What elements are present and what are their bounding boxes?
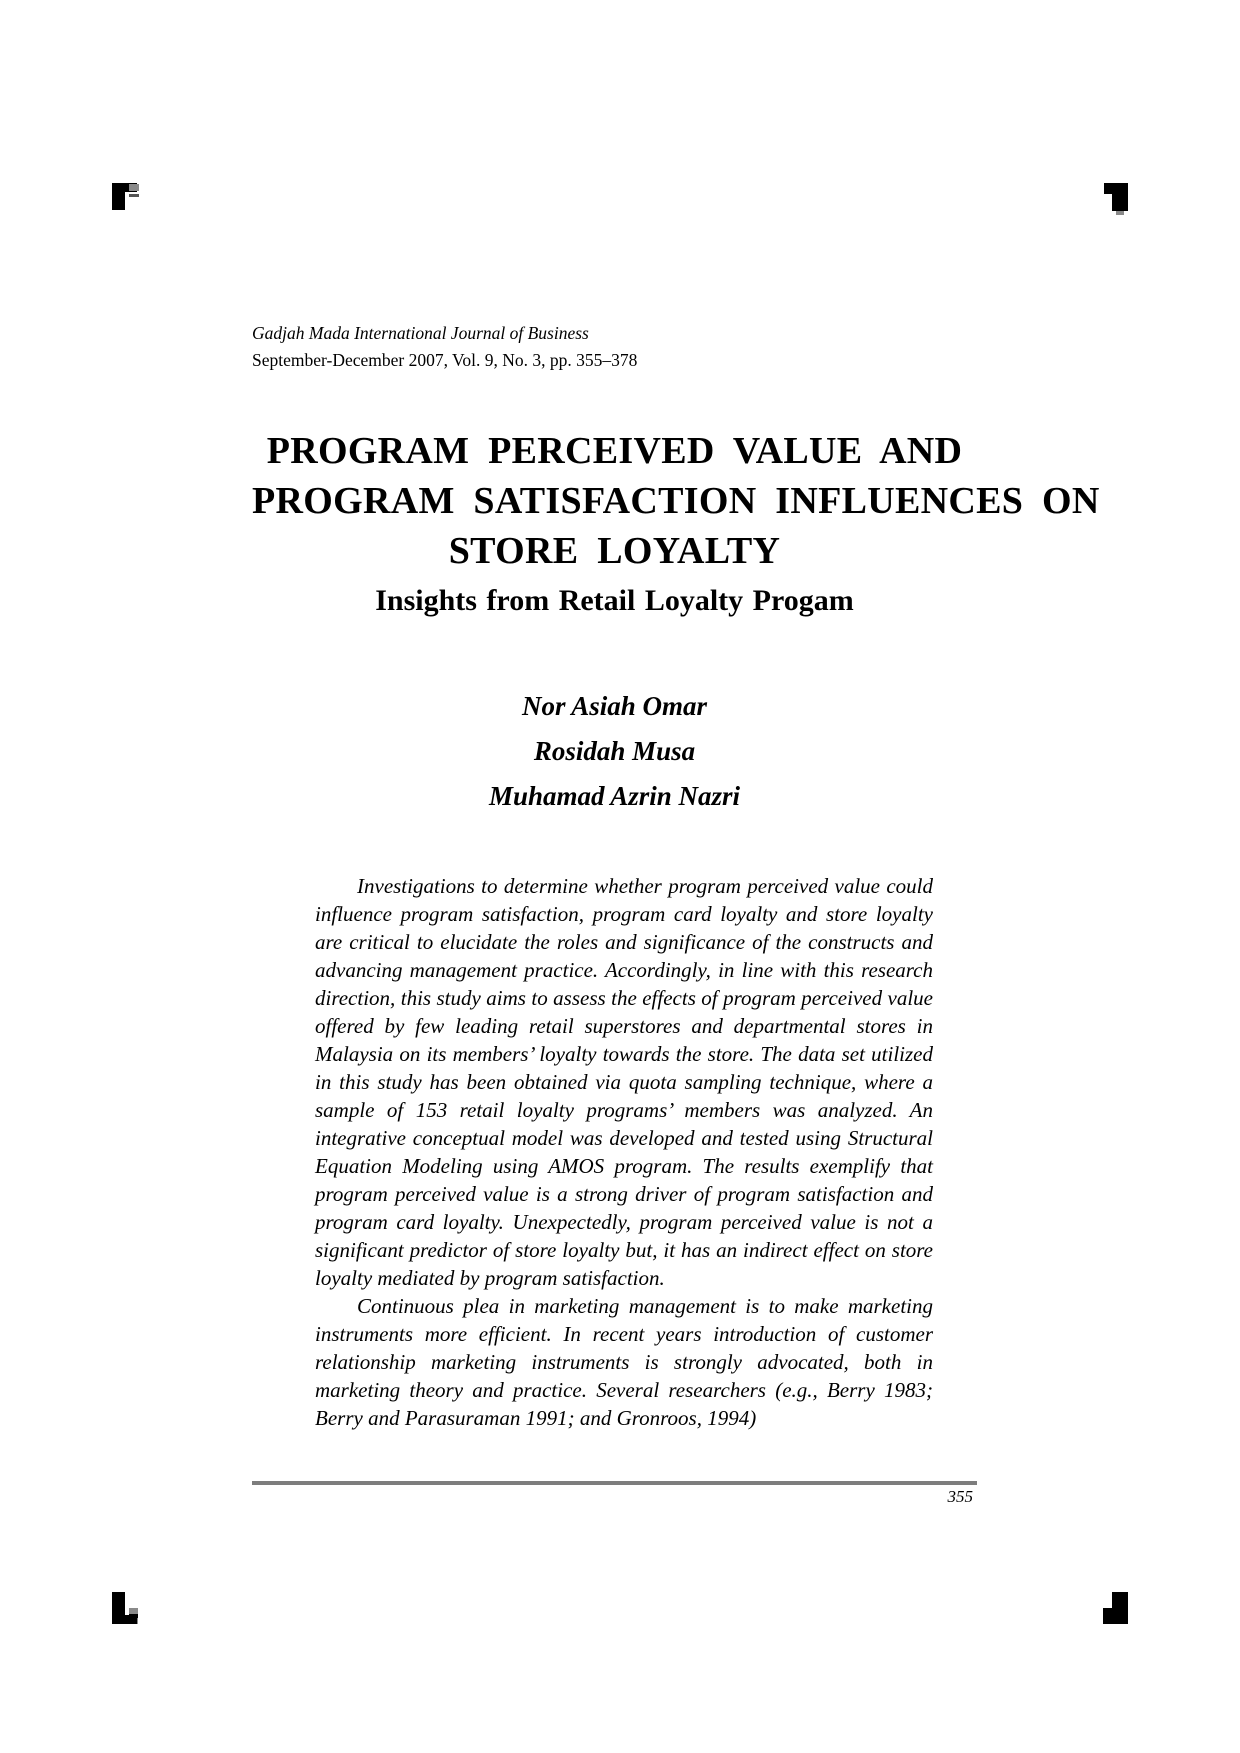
abstract-block — [315, 872, 933, 1432]
article-title-line-2: PROGRAM SATISFACTION INFLUENCES ON — [252, 480, 1100, 522]
mark-shape — [129, 1614, 138, 1618]
mark-shape — [1116, 211, 1124, 215]
mark-shape — [1103, 1608, 1128, 1624]
author-name: Muhamad Azrin Nazri — [488, 781, 741, 811]
mark-shape — [129, 194, 139, 197]
article-title — [252, 426, 1100, 620]
article-title-line-3: STORE LOYALTY — [448, 530, 781, 572]
page-number: 355 — [947, 1487, 973, 1506]
mark-shape — [1112, 183, 1128, 211]
journal-issue: September-December 2007, Vol. 9, No. 3, pp. 355–378 — [252, 350, 638, 370]
journal-name: Gadjah Mada International Journal of Business — [252, 323, 589, 343]
footer-rule — [252, 1481, 977, 1485]
mark-shape — [129, 184, 139, 191]
abstract-paragraph-1: Investigations to determine whether program perceived value could influence program satisfaction, program card loyalty and store loyalty are critical to elucidate the roles and significance of the constructs and advancing management practice. Accordingly, in line with this research direction, this study aims to assess the effects of program perceived value offered by few leading retail superstores and departmental stores in Malaysia on its members’ loyalty towards the store. The data set utilized in this study has been obtained via quota sampling technique, where a sample of 153 retail loyalty programs’ members was analyzed. An integrative conceptual model was developed and tested using Structural Equation Modeling using AMOS program. The results exemplify that program perceived value is a strong driver of program satisfaction and program card loyalty. Unexpectedly, program perceived value is not a significant predictor of store loyalty but, it has an indirect effect on store loyalty mediated by program satisfaction. — [315, 874, 933, 1290]
journal-header — [252, 320, 852, 374]
author-name: Nor Asiah Omar — [521, 691, 708, 721]
abstract-paragraph-2: Continuous plea in marketing management is to make marketing instruments more efficient. In recent years introduction of customer relationship marketing instruments is strongly advocated, both in marketing theory and practice. Several researchers (e.g., Berry 1983; Berry and Parasuraman 1991; and Gronroos, 1994) — [315, 1294, 933, 1430]
article-title-line-1: PROGRAM PERCEIVED VALUE AND — [266, 430, 963, 472]
article-subtitle: Insights from Retail Loyalty Progam — [375, 584, 854, 617]
author-name: Rosidah Musa — [533, 736, 696, 766]
author-list — [252, 684, 977, 819]
